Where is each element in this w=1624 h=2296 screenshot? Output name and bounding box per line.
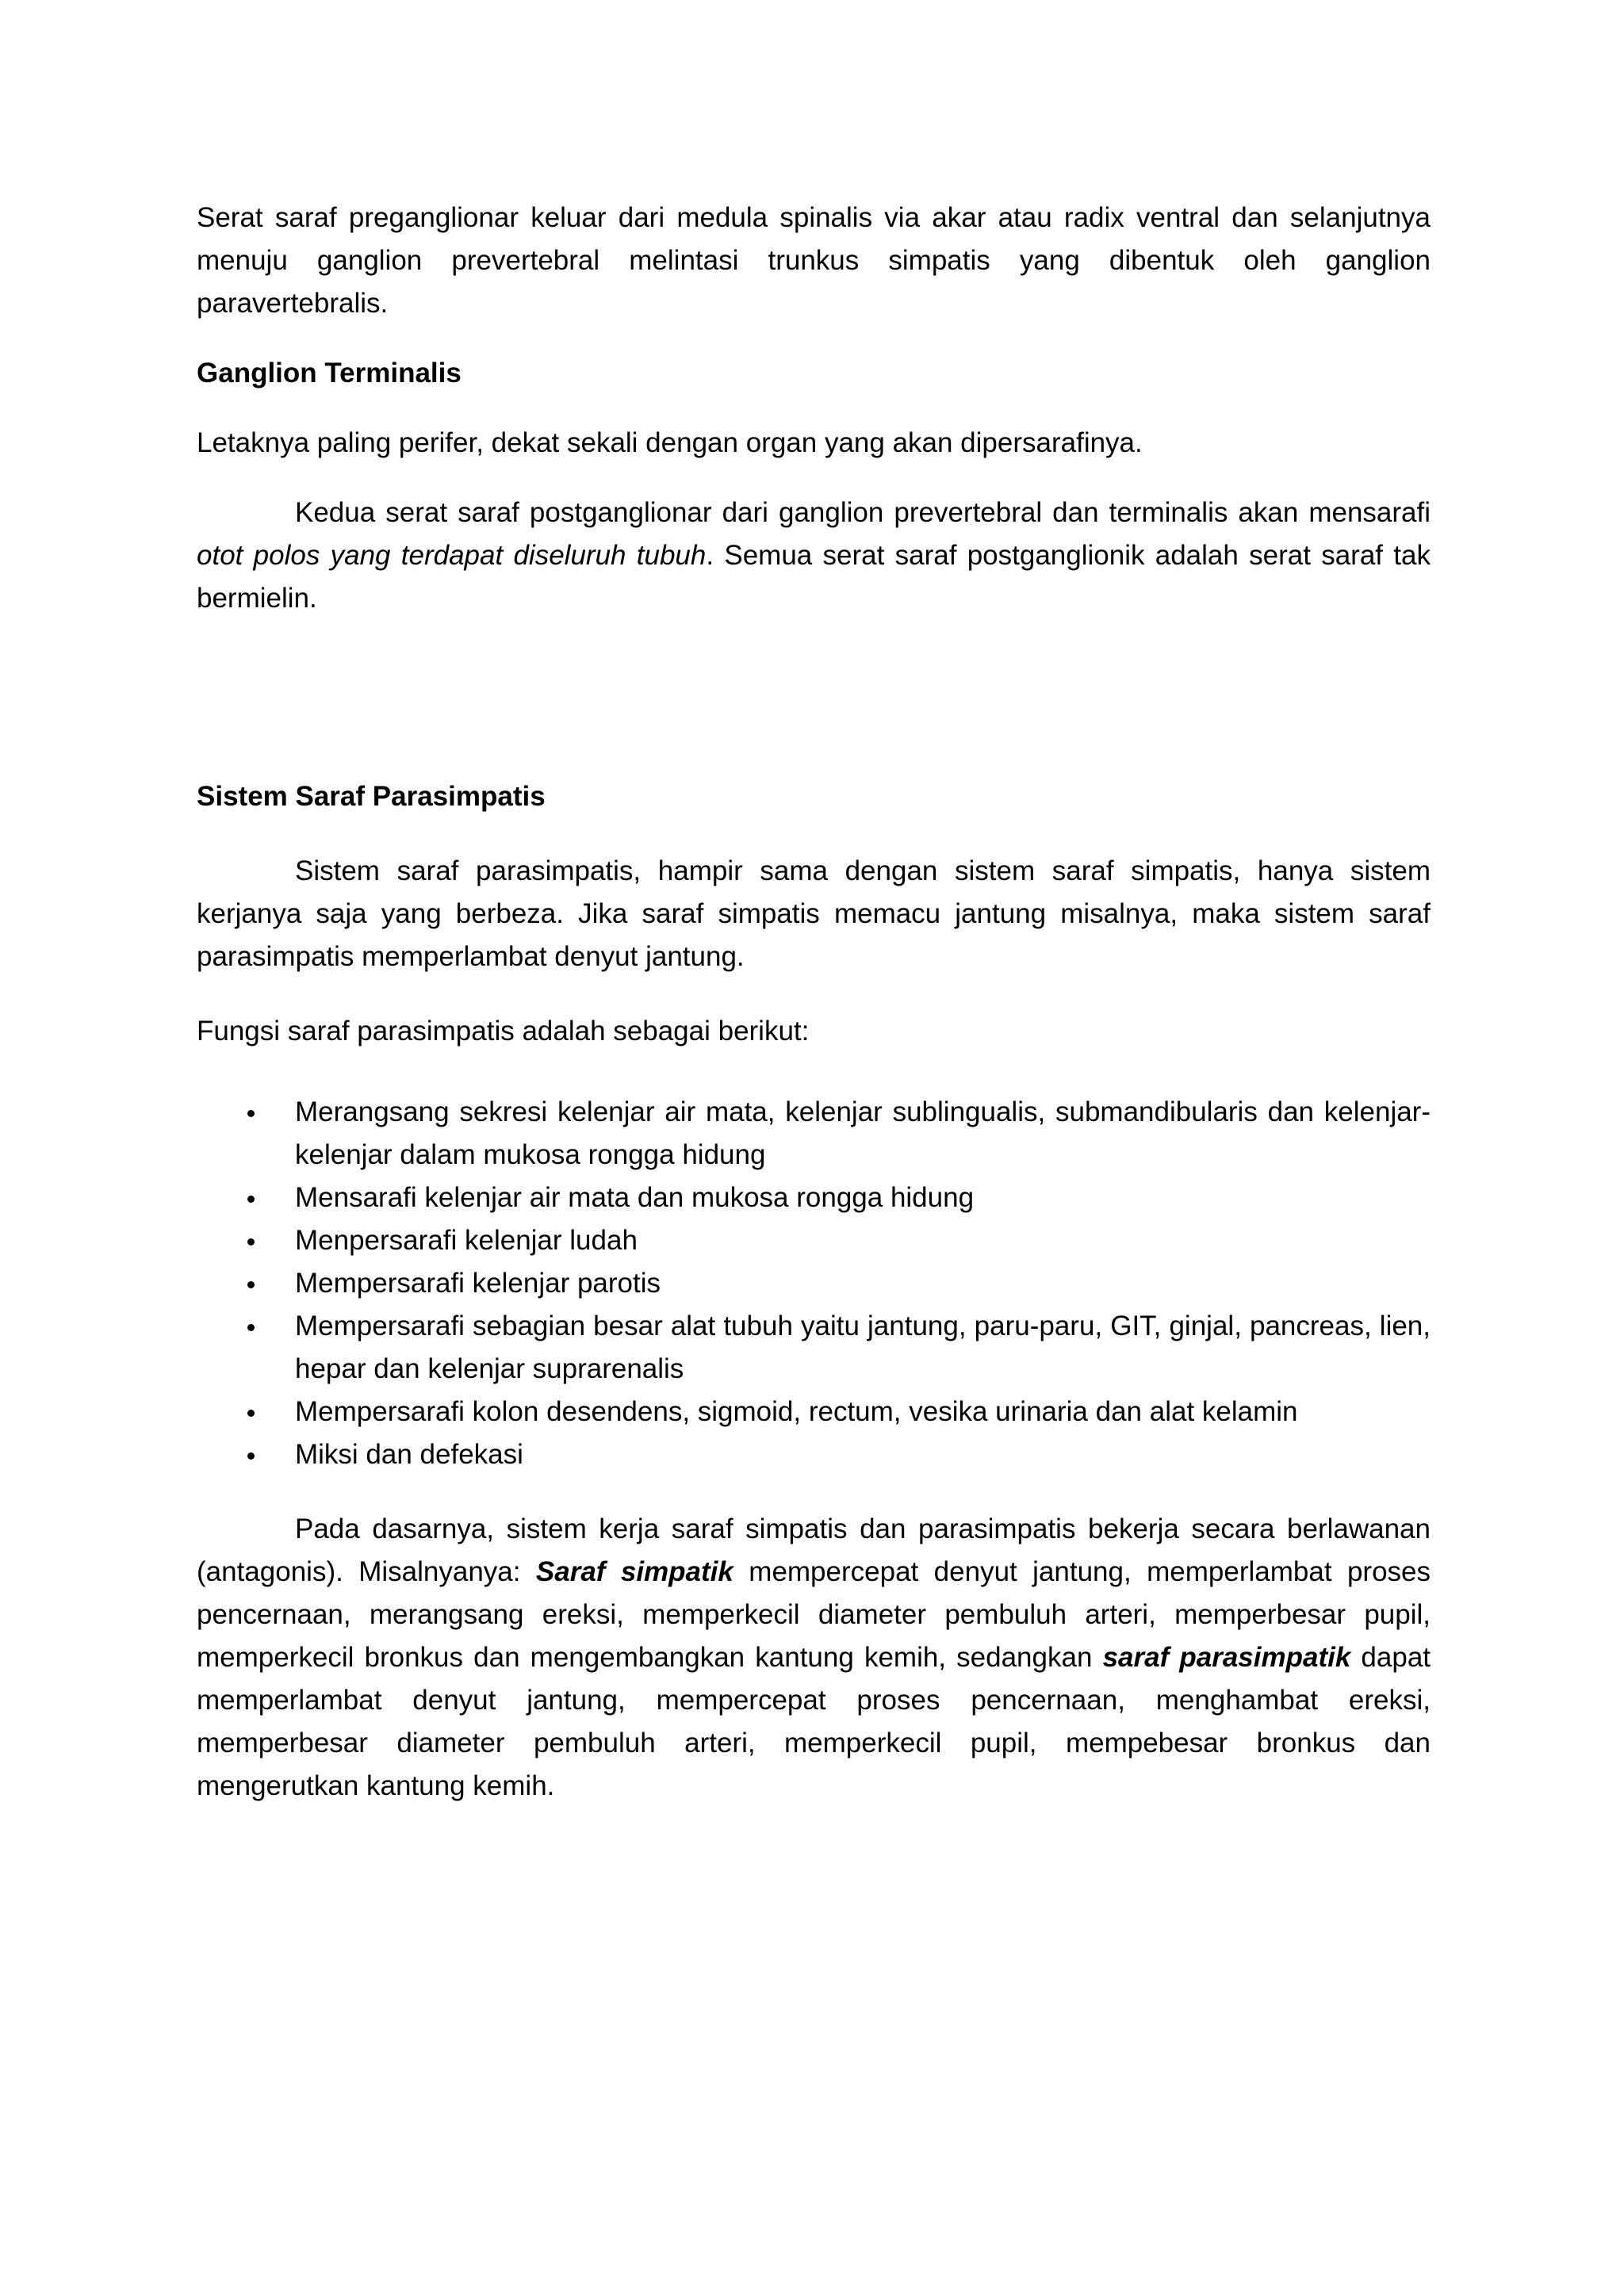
paragraph-antagonis-saraf-simpatik: Saraf simpatik <box>535 1556 733 1587</box>
list-item-text: Mempersarafi kolon desendens, sigmoid, rectum, vesika urinaria dan alat kelamin <box>295 1396 1298 1427</box>
paragraph-letaknya: Letaknya paling perifer, dekat sekali dengan organ yang akan dipersarafinya. <box>197 427 1143 458</box>
bullet-icon <box>247 1452 255 1460</box>
paragraph-antagonis-text-1: Pada dasarnya, sistem kerja saraf simpatis dan parasimpatis bekerja secara berlawanan (antagonis). Misalnyanya: <box>197 1513 1431 1587</box>
paragraph-parasimpatis-intro: Sistem saraf parasimpatis, hampir sama dengan sistem saraf simpatis, hanya sistem kerjanya saja yang berbeza. Jika saraf simpatis memacu jantung misalnya, maka sistem saraf parasimpatis memperlambat denyut jantung. <box>197 855 1431 972</box>
bullet-icon <box>247 1410 255 1417</box>
list-item <box>197 1305 1431 1391</box>
list-item <box>197 1262 1431 1305</box>
paragraph-postganglionar-italic: otot polos yang terdapat diseluruh tubuh <box>197 540 707 571</box>
list-item-text: Menpersarafi kelenjar ludah <box>295 1225 638 1256</box>
document-body <box>197 197 1431 1808</box>
list-item <box>197 1091 1431 1177</box>
list-item <box>197 1433 1431 1476</box>
paragraph-postganglionar-text-2: . Semua serat saraf postganglionik adalah serat saraf tak bermielin. <box>197 540 1431 614</box>
list-item <box>197 1391 1431 1433</box>
paragraph-preganglionar: Serat saraf preganglionar keluar dari medula spinalis via akar atau radix ventral dan selanjutnya menuju ganglion prevertebral melintasi trunkus simpatis yang dibentuk oleh ganglion paravertebralis. <box>197 202 1431 319</box>
paragraph-antagonis-saraf-parasimpatik: saraf parasimpatik <box>1102 1642 1351 1673</box>
list-item-text: Merangsang sekresi kelenjar air mata, kelenjar sublingualis, submandibularis dan kelenjar-kelenjar dalam mukosa rongga hidung <box>295 1096 1431 1170</box>
bullet-icon <box>247 1281 255 1288</box>
paragraph-antagonis-text-2: mempercepat denyut jantung, memperlambat proses pencernaan, merangsang ereksi, memperkecil diameter pembuluh arteri, memperbesar pupil, memperkecil bronkus dan mengembangkan kantung kemih, sedangkan <box>197 1556 1431 1673</box>
bullet-icon <box>247 1324 255 1331</box>
heading-ganglion-terminalis: Ganglion Terminalis <box>197 358 462 388</box>
paragraph-postganglionar <box>197 492 1431 620</box>
paragraph-fungsi: Fungsi saraf parasimpatis adalah sebagai berikut: <box>197 1016 810 1047</box>
bullet-icon <box>247 1238 255 1246</box>
functions-list <box>197 1091 1431 1476</box>
paragraph-antagonis-text-3: dapat memperlambat denyut jantung, mempercepat proses pencernaan, menghambat ereksi, memperbesar diameter pembuluh arteri, memperkecil pupil, mempebesar bronkus dan mengerutkan kantung kemih. <box>197 1642 1431 1801</box>
list-item <box>197 1219 1431 1262</box>
list-item <box>197 1177 1431 1219</box>
bullet-icon <box>247 1196 255 1203</box>
list-item-text: Mempersarafi kelenjar parotis <box>295 1268 661 1299</box>
list-item-text: Mempersarafi sebagian besar alat tubuh yaitu jantung, paru-paru, GIT, ginjal, pancreas, lien, hepar dan kelenjar suprarenalis <box>295 1311 1431 1384</box>
paragraph-antagonis <box>197 1508 1431 1808</box>
paragraph-postganglionar-text-1: Kedua serat saraf postganglionar dari ganglion prevertebral dan terminalis akan mensarafi <box>295 497 1431 528</box>
heading-sistem-saraf-parasimpatis: Sistem Saraf Parasimpatis <box>197 781 546 812</box>
bullet-icon <box>247 1110 255 1117</box>
list-item-text: Miksi dan defekasi <box>295 1439 523 1470</box>
list-item-text: Mensarafi kelenjar air mata dan mukosa rongga hidung <box>295 1182 975 1213</box>
